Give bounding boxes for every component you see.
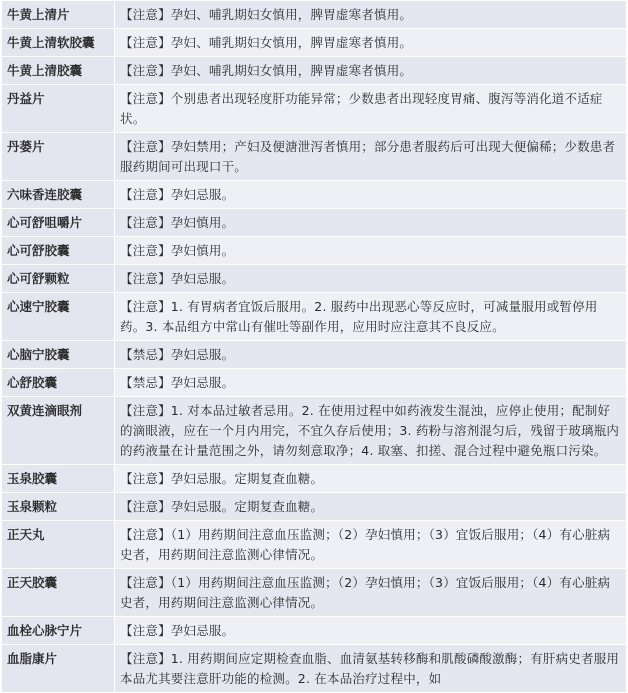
drug-note-cell: 【注意】1. 有胃病者宜饭后服用。2. 服药中出现恶心等反应时，可减量服用或暂停用药。3. 本品组方中常山有催吐等副作用，应用时应注意其不良反应。 bbox=[115, 293, 627, 341]
drug-name-cell: 丹蒌片 bbox=[2, 133, 115, 181]
drug-note-cell: 【禁忌】孕妇忌服。 bbox=[115, 369, 627, 397]
drug-note-cell: 【注意】1. 对本品过敏者忌用。2. 在使用过程中如药液发生混浊，应停止使用；配制好的滴眼液，应在一个月内用完，不宜久存后使用；3. 药粉与溶剂混匀后，残留于玻璃瓶内的药液量在计量范围之外，请勿刻意取净；4. 取塞、扣搓、混合过程中避免瓶口污染。 bbox=[115, 397, 627, 465]
drug-note-cell: 【注意】孕妇、哺乳期妇女慎用，脾胃虚寒者慎用。 bbox=[115, 1, 627, 29]
table-row bbox=[2, 645, 627, 693]
drug-name-cell: 正天胶囊 bbox=[2, 569, 115, 617]
drug-note-cell: 【注意】个别患者出现轻度肝功能异常；少数患者出现轻度胃痛、腹泻等消化道不适症状。 bbox=[115, 85, 627, 133]
table-row bbox=[2, 29, 627, 57]
table-row bbox=[2, 209, 627, 237]
drug-note-cell: 【注意】孕妇禁用；产妇及便溏泄泻者慎用；部分患者服药后可出现大便偏稀；少数患者服药期间可出现口干。 bbox=[115, 133, 627, 181]
table-row bbox=[2, 1, 627, 29]
drug-note-cell: 【注意】（1）用药期间注意血压监测；（2）孕妇慎用；（3）宜饭后服用；（4）有心脏病史者，用药期间注意监测心律情况。 bbox=[115, 521, 627, 569]
table-row bbox=[2, 133, 627, 181]
drug-note-cell: 【注意】孕妇慎用。 bbox=[115, 237, 627, 265]
drug-name-cell: 牛黄上清软胶囊 bbox=[2, 29, 115, 57]
table-row bbox=[2, 521, 627, 569]
drug-name-cell: 六味香连胶囊 bbox=[2, 181, 115, 209]
drug-note-cell: 【禁忌】孕妇忌服。 bbox=[115, 341, 627, 369]
drug-name-cell: 心舒胶囊 bbox=[2, 369, 115, 397]
table-row bbox=[2, 369, 627, 397]
drug-name-cell: 心脑宁胶囊 bbox=[2, 341, 115, 369]
drug-name-cell: 双黄连滴眼剂 bbox=[2, 397, 115, 465]
drug-note-cell: 【注意】孕妇忌服。 bbox=[115, 265, 627, 293]
drug-name-cell: 心可舒咀嚼片 bbox=[2, 209, 115, 237]
drug-note-cell: 【注意】孕妇忌服。 bbox=[115, 617, 627, 645]
drug-name-cell: 心可舒胶囊 bbox=[2, 237, 115, 265]
drug-name-cell: 血栓心脉宁片 bbox=[2, 617, 115, 645]
drug-precautions-table bbox=[1, 0, 627, 693]
drug-note-cell: 【注意】孕妇慎用。 bbox=[115, 209, 627, 237]
table-row bbox=[2, 237, 627, 265]
drug-name-cell: 玉泉胶囊 bbox=[2, 465, 115, 493]
drug-note-cell: 【注意】孕妇、哺乳期妇女慎用，脾胃虚寒者慎用。 bbox=[115, 29, 627, 57]
drug-note-cell: 【注意】孕妇、哺乳期妇女慎用，脾胃虚寒者慎用。 bbox=[115, 57, 627, 85]
drug-name-cell: 心速宁胶囊 bbox=[2, 293, 115, 341]
drug-name-cell: 血脂康片 bbox=[2, 645, 115, 693]
table-row bbox=[2, 85, 627, 133]
drug-name-cell: 丹益片 bbox=[2, 85, 115, 133]
drug-note-cell: 【注意】孕妇忌服。定期复查血糖。 bbox=[115, 493, 627, 521]
table-row bbox=[2, 397, 627, 465]
drug-name-cell: 玉泉颗粒 bbox=[2, 493, 115, 521]
table-row bbox=[2, 569, 627, 617]
drug-note-cell: 【注意】孕妇忌服。 bbox=[115, 181, 627, 209]
table-body bbox=[2, 1, 627, 693]
table-row bbox=[2, 341, 627, 369]
table-row bbox=[2, 265, 627, 293]
drug-name-cell: 正天丸 bbox=[2, 521, 115, 569]
table-row bbox=[2, 293, 627, 341]
table-row bbox=[2, 181, 627, 209]
table-row bbox=[2, 617, 627, 645]
table-row bbox=[2, 465, 627, 493]
drug-name-cell: 牛黄上清片 bbox=[2, 1, 115, 29]
table-row bbox=[2, 57, 627, 85]
table-row bbox=[2, 493, 627, 521]
drug-name-cell: 牛黄上清胶囊 bbox=[2, 57, 115, 85]
drug-note-cell: 【注意】1. 用药期间应定期检查血脂、血清氨基转移酶和肌酸磷酸激酶；有肝病史者服用本品尤其要注意肝功能的检测。2. 在本品治疗过程中，如 bbox=[115, 645, 627, 693]
drug-note-cell: 【注意】孕妇忌服。定期复查血糖。 bbox=[115, 465, 627, 493]
drug-name-cell: 心可舒颗粒 bbox=[2, 265, 115, 293]
drug-note-cell: 【注意】（1）用药期间注意血压监测；（2）孕妇慎用；（3）宜饭后服用；（4）有心脏病史者，用药期间注意监测心律情况。 bbox=[115, 569, 627, 617]
